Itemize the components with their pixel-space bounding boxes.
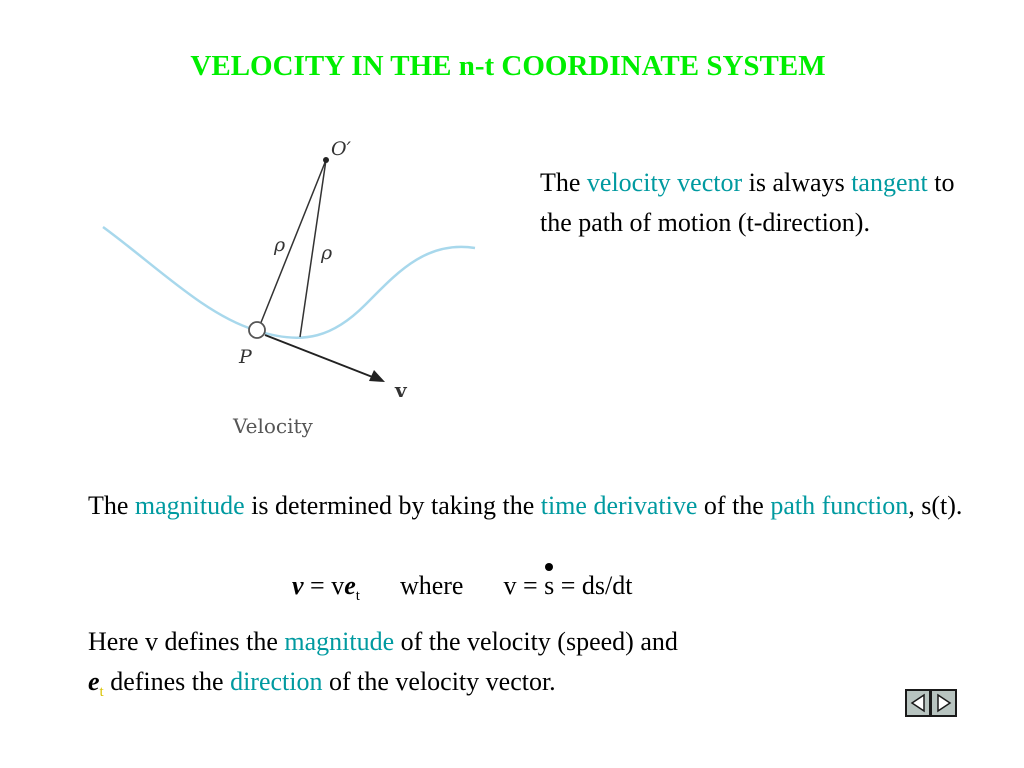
figure-caption: Velocity bbox=[233, 414, 313, 438]
point-p-marker bbox=[249, 322, 265, 338]
label-vector-v: v bbox=[395, 378, 407, 402]
eq-v-bold: v bbox=[292, 571, 304, 600]
para2-e-bold: e bbox=[88, 667, 100, 696]
velocity-equation: $v = ve_t$ where v = s = ds/dt bbox=[292, 566, 632, 606]
label-origin: O′ bbox=[331, 138, 351, 160]
highlight-magnitude: magnitude bbox=[134, 491, 245, 520]
highlight-direction: direction bbox=[230, 667, 323, 696]
magnitude-paragraph: The magnitude is determined by taking the time derivative of the path function, s(t). bbox=[88, 491, 963, 520]
next-slide-button[interactable] bbox=[931, 689, 957, 717]
s-dot: s bbox=[544, 566, 554, 606]
label-rho-2: ρ bbox=[321, 242, 333, 264]
slide-navigation bbox=[905, 689, 957, 717]
intro-text: The velocity vector is always tangent to the path of motion (t-direction). bbox=[540, 168, 955, 237]
definition-paragraph: Here v defines the magnitude of the velocity (speed) and $e_t$ defines the direction of the velocity vector. bbox=[88, 627, 678, 700]
velocity-diagram bbox=[95, 125, 495, 445]
label-rho-1: ρ bbox=[274, 234, 286, 256]
slide-title: VELOCITY IN THE n-t COORDINATE SYSTEM bbox=[190, 50, 826, 82]
eq-e-bold: e bbox=[344, 571, 356, 600]
path-curve bbox=[103, 227, 475, 338]
previous-arrow-icon bbox=[909, 693, 927, 713]
highlight-time-derivative: time derivative bbox=[540, 491, 698, 520]
dot-accent bbox=[545, 563, 553, 571]
velocity-vector-arrowhead bbox=[369, 370, 385, 382]
velocity-vector-line bbox=[265, 335, 375, 378]
eq-where: where bbox=[399, 571, 464, 600]
highlight-magnitude-2: magnitude bbox=[284, 627, 395, 656]
highlight-velocity-vector: velocity vector bbox=[586, 168, 743, 197]
next-arrow-icon bbox=[935, 693, 953, 713]
previous-slide-button[interactable] bbox=[905, 689, 931, 717]
origin-point bbox=[323, 157, 329, 163]
highlight-path-function: path function bbox=[770, 491, 909, 520]
radius-line-1 bbox=[260, 160, 326, 325]
highlight-tangent: tangent bbox=[851, 168, 928, 197]
label-point-p: P bbox=[239, 346, 252, 368]
